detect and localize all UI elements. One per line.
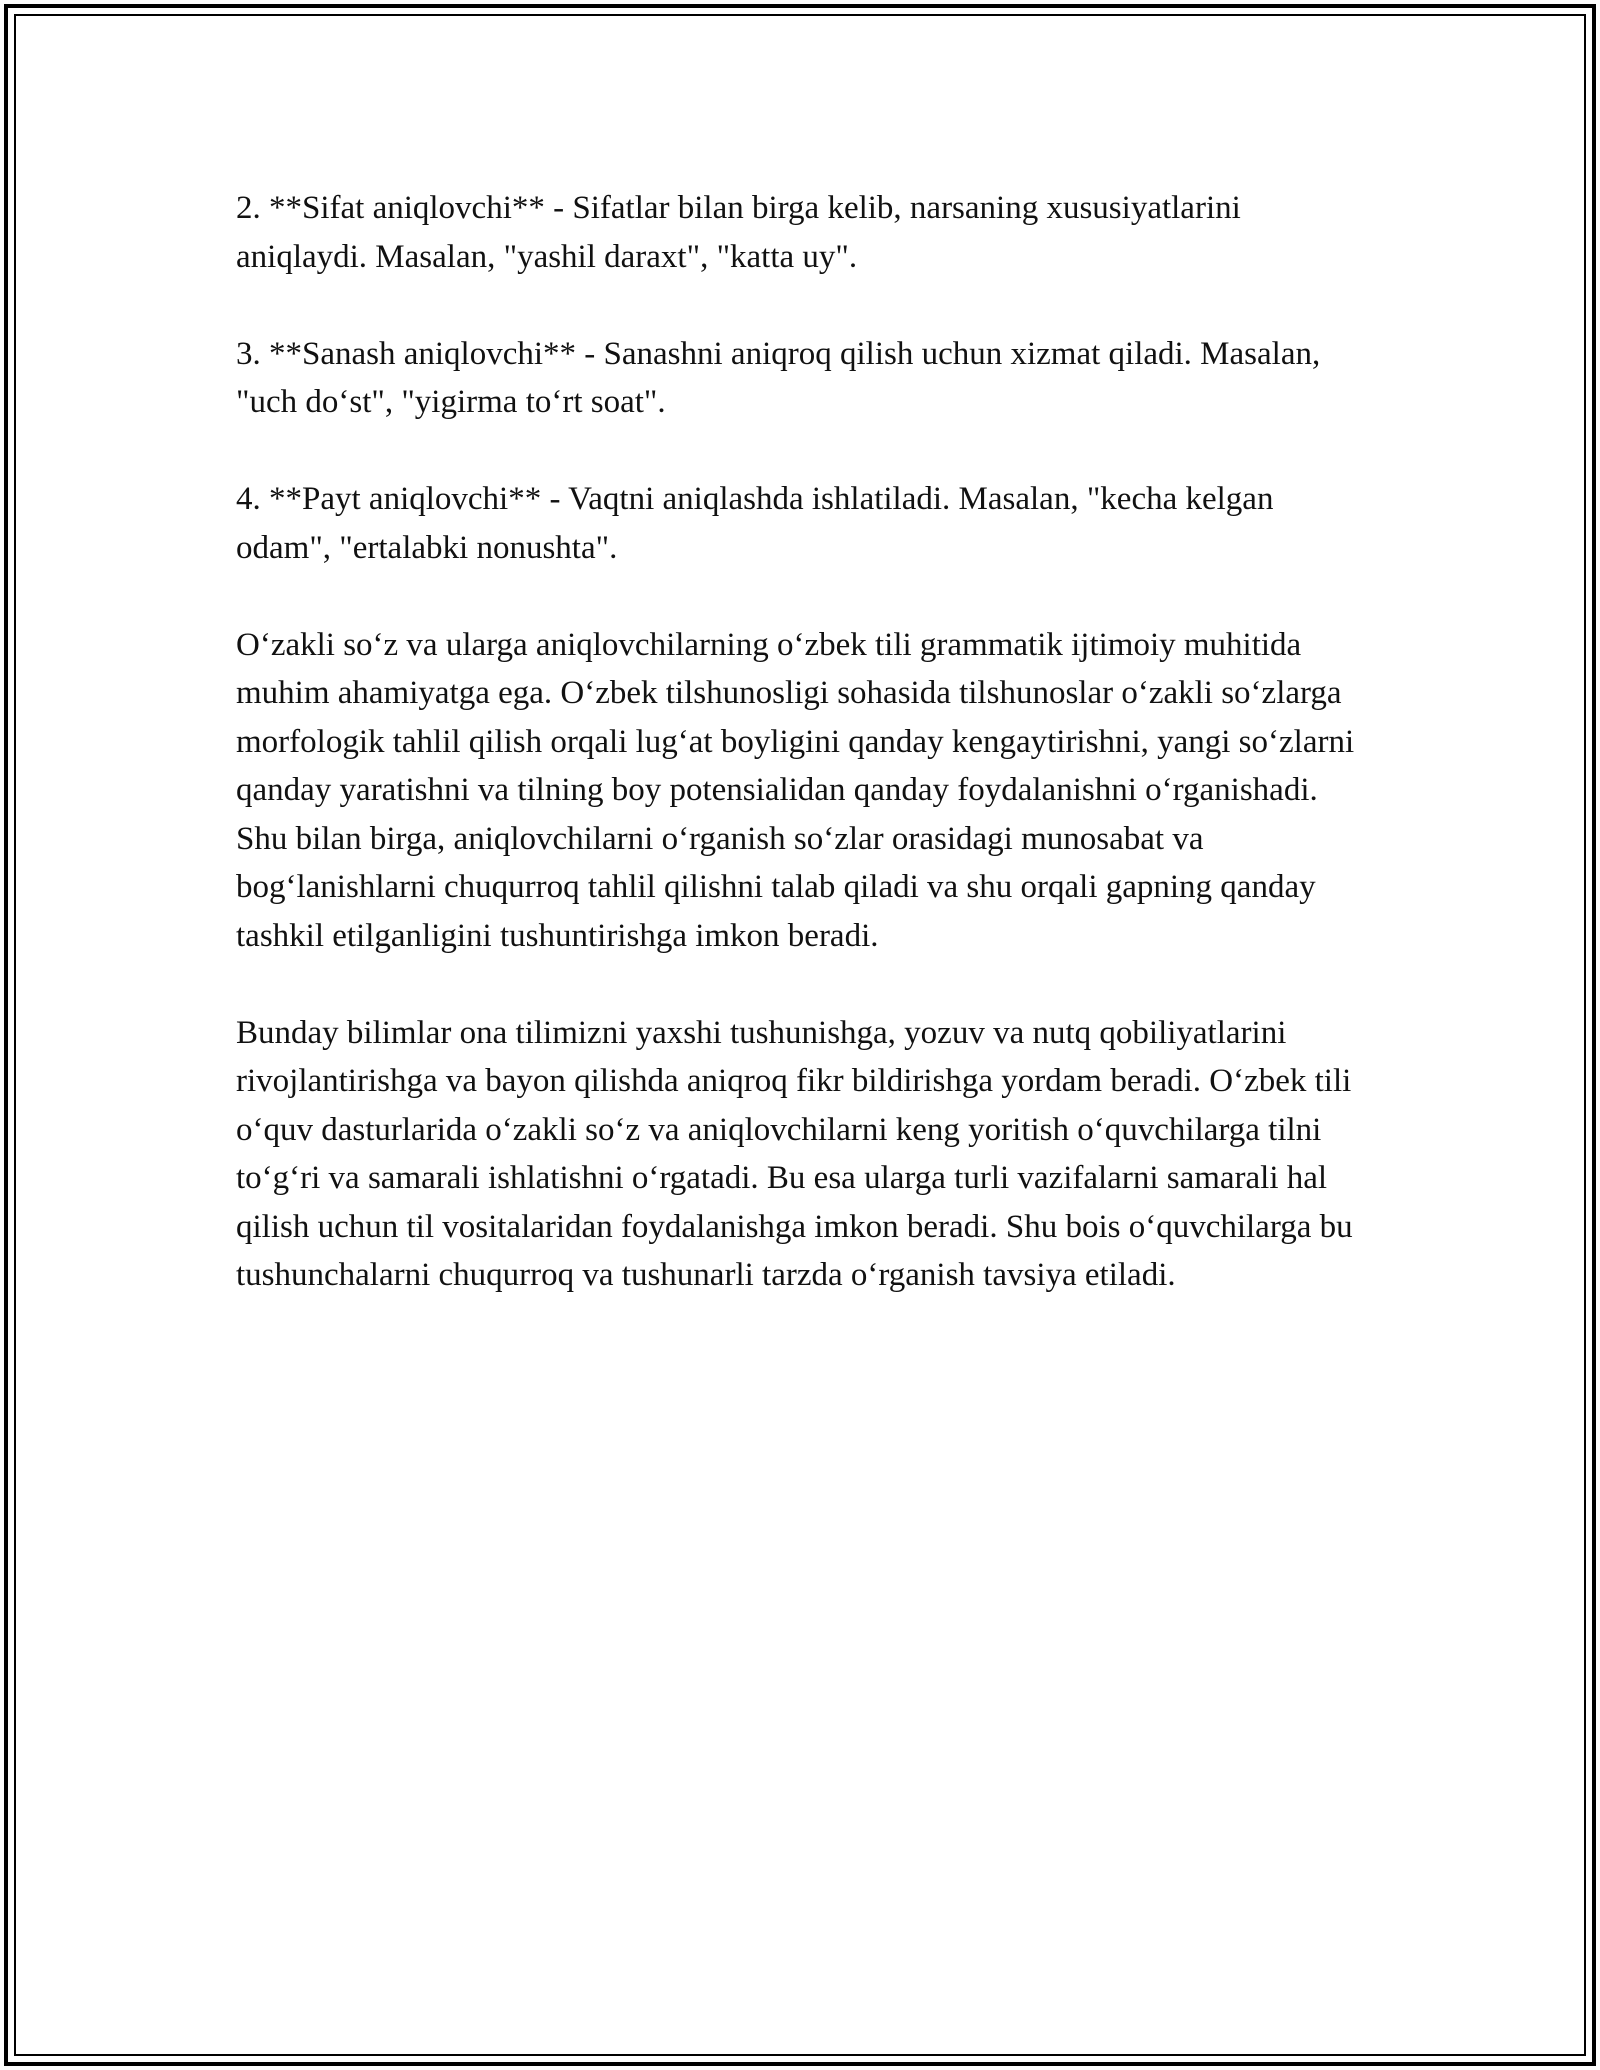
paragraph-sifat-aniqlovchi: 2. **Sifat aniqlovchi** - Sifatlar bilan birga kelib, narsaning xususiyatlarini aniqlaydi. Masalan, "yashil daraxt", "katta uy". — [236, 190, 1241, 275]
paragraph-sanash-aniqlovchi: 3. **Sanash aniqlovchi** - Sanashni aniqroq qilish uchun xizmat qiladi. Masalan, "uch do‘st", "yigirma to‘rt soat". — [236, 335, 1321, 420]
document-body — [236, 184, 1376, 1348]
paragraph-payt-aniqlovchi: 4. **Payt aniqlovchi** - Vaqtni aniqlashda ishlatiladi. Masalan, "kecha kelgan odam", "ertalabki nonushta". — [236, 481, 1274, 566]
paragraph-bunday-bilimlar: Bunday bilimlar ona tilimizni yaxshi tushunishga, yozuv va nutq qobiliyatlarini rivojlantirishga va bayon qilishda aniqroq fikr bildirishga yordam beradi. O‘zbek tili o‘quv dasturlarida o‘zakli so‘z va aniqlovchilarni keng yoritish o‘quvchilarga tilni to‘g‘ri va samarali ishlatishni o‘rgatadi. Bu esa ularga turli vazifalarni samarali hal qilish uchun til vositalaridan foydalanishga imkon beradi. Shu bois o‘quvchilarga bu tushunchalarni chuqurroq va tushunarli tarzda o‘rganish tavsiya etiladi. — [236, 1014, 1353, 1293]
paragraph-ozakli-soz: O‘zakli so‘z va ularga aniqlovchilarning o‘zbek tili grammatik ijtimoiy muhitida muhim ahamiyatga ega. O‘zbek tilshunosligi sohasida tilshunoslar o‘zakli so‘zlarga morfologik tahlil qilish orqali lug‘at boyligini qanday kengaytirishni, yangi so‘zlarni qanday yaratishni va tilning boy potensialidan qanday foydalanishni o‘rganishadi. Shu bilan birga, aniqlovchilarni o‘rganish so‘zlar orasidagi munosabat va bog‘lanishlarni chuqurroq tahlil qilishni talab qiladi va shu orqali gapning qanday tashkil etilganligini tushuntirishga imkon beradi. — [236, 626, 1355, 954]
